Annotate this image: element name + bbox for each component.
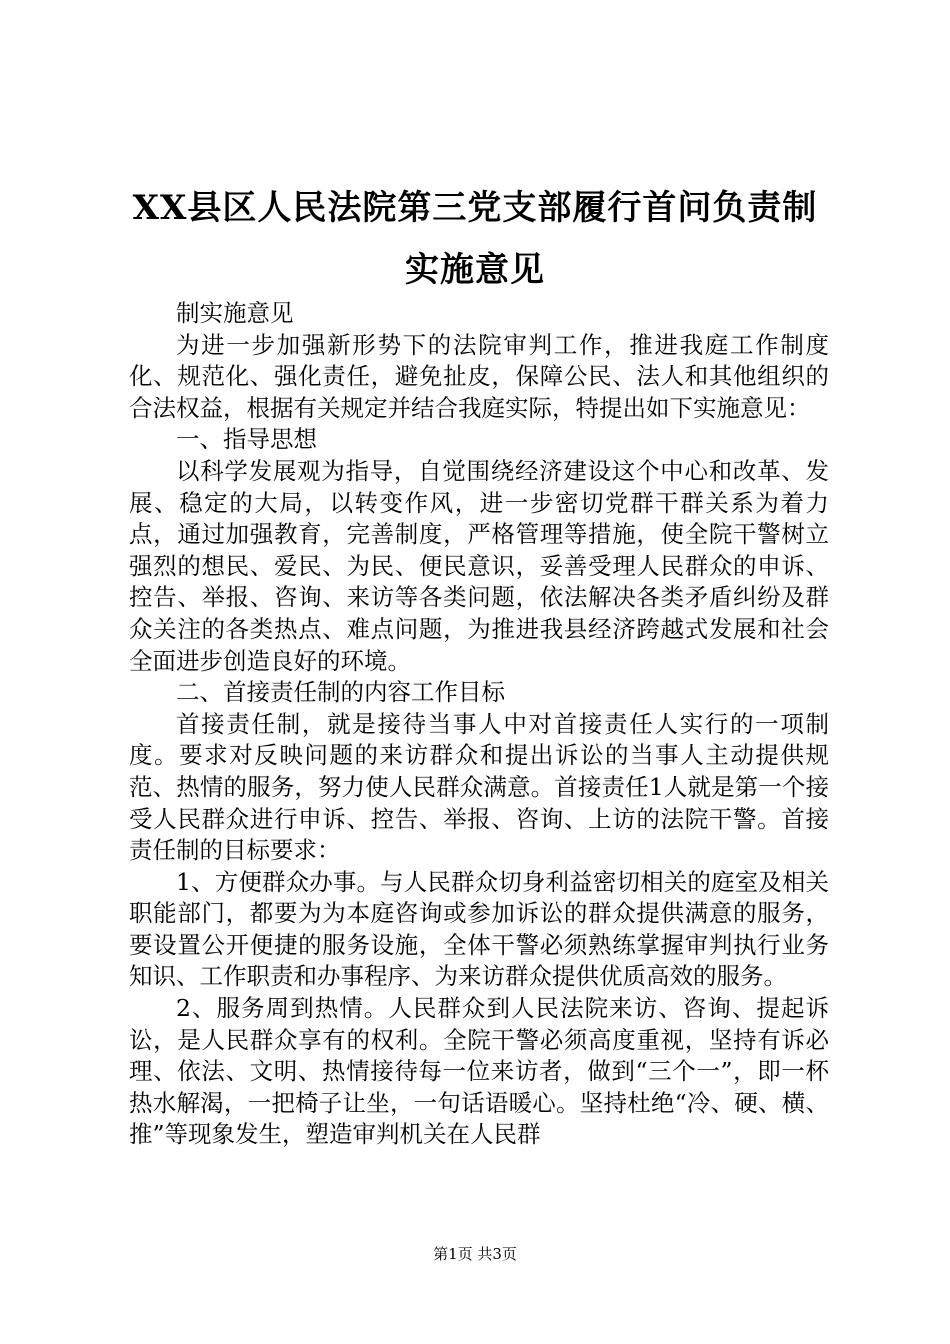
section-heading-1: 一、指导思想 bbox=[176, 425, 317, 454]
page-number-footer: 第1页 共3页 bbox=[433, 1245, 517, 1263]
document-body bbox=[129, 298, 829, 1151]
document-title-line1: XX县区人民法院第三党支部履行首问负责制 bbox=[132, 188, 818, 228]
paragraph-responsibility-system: 首接责任制，就是接待当事人中对首接责任人实行的一项制度。要求对反映问题的来访群众和提出诉讼的当事人主动提供规范、热情的服务，努力使人民群众满意。首接责任1人就是第一个接受人民群众进行申诉、控告、举报、咨询、上访的法院干警。首接责任制的目标要求： bbox=[129, 709, 829, 865]
paragraph-item-1: 1、方便群众办事。与人民群众切身利益密切相关的庭室及相关职能部门，都要为为本庭咨询或参加诉讼的群众提供满意的服务，要设置公开便捷的服务设施，全体干警必须熟练掌握审判执行业务知识、工作职责和办事程序、为来访群众提供优质高效的服务。 bbox=[129, 867, 829, 991]
paragraph-guiding-ideology: 以科学发展观为指导，自觉围绕经济建设这个中心和改革、发展、稳定的大局，以转变作风，进一步密切党群干群关系为着力点，通过加强教育，完善制度，严格管理等措施，使全院干警树立强烈的想民、爱民、为民、便民意识，妥善受理人民群众的申诉、控告、举报、咨询、来访等各类问题，依法解决各类矛盾纠纷及群众关注的各类热点、难点问题，为推进我县经济跨越式发展和社会全面进步创造良好的环境。 bbox=[129, 456, 829, 675]
paragraph-subtitle: 制实施意见 bbox=[176, 299, 294, 327]
paragraph-item-2: 2、服务周到热情。人民群众到人民法院来访、咨询、提起诉讼，是人民群众享有的权利。全院干警必须高度重视，坚持有诉必理、依法、文明、热情接待每一位来访者，做到“三个一”，即一杯热水解渴，一把椅子让坐，一句话语暖心。坚持杜绝“冷、硬、横、推”等现象发生，塑造审判机关在人民群 bbox=[129, 994, 829, 1149]
document-title-line2: 实施意见 bbox=[405, 250, 545, 290]
paragraph-intro: 为进一步加强新形势下的法院审判工作，推进我庭工作制度化、规范化、强化责任，避免扯皮，保障公民、法人和其他组织的合法权益，根据有关规定并结合我庭实际，特提出如下实施意见： bbox=[129, 330, 829, 422]
section-heading-2: 二、首接责任制的内容工作目标 bbox=[176, 678, 505, 707]
